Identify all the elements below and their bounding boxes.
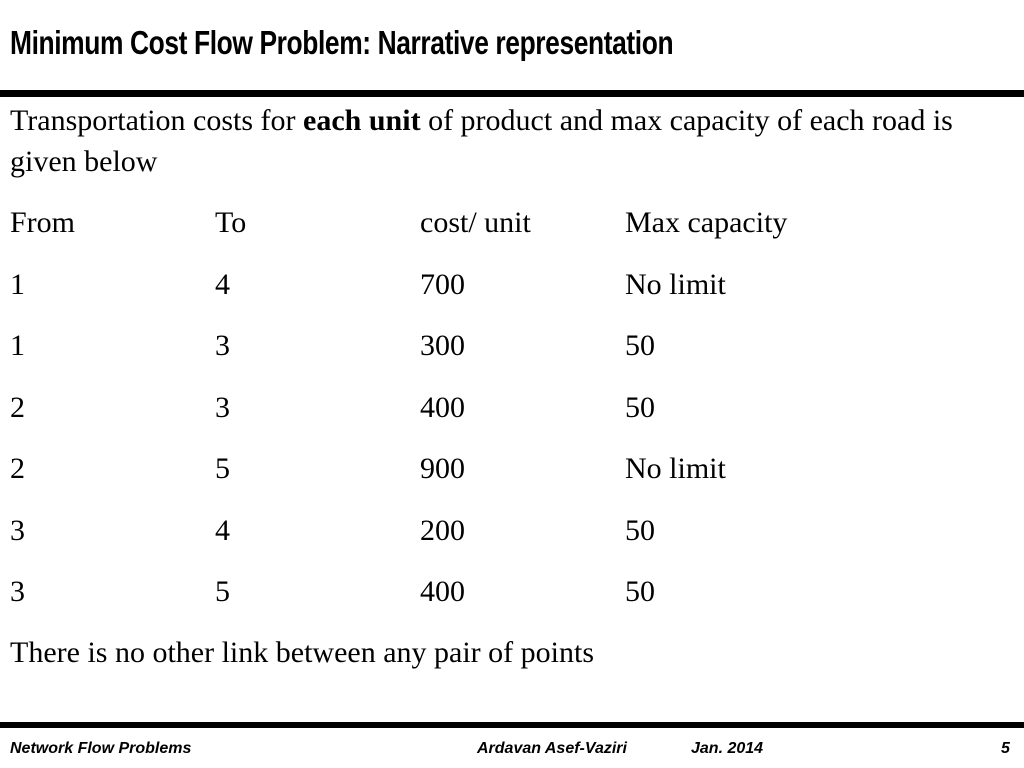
cell-cost: 900 <box>420 452 465 485</box>
cell-to: 4 <box>215 267 230 301</box>
footer-course-title: Network Flow Problems <box>10 740 192 757</box>
cell-from: 3 <box>10 575 25 608</box>
cell-capacity: No limit <box>625 452 726 485</box>
cell-from: 1 <box>10 267 25 301</box>
intro-text-end: of product and max capacity of each road is given below <box>10 104 953 178</box>
table-row <box>10 510 1010 551</box>
table-header-row <box>10 202 1010 243</box>
footer-divider <box>0 722 1024 728</box>
table-row <box>10 325 1010 366</box>
cell-cost: 400 <box>420 390 465 424</box>
table-row <box>10 571 1010 612</box>
header-from: From <box>10 206 76 239</box>
cell-capacity: No limit <box>625 267 726 301</box>
cell-capacity: 50 <box>625 329 655 362</box>
table-row <box>10 264 1010 305</box>
cell-to: 5 <box>215 575 230 608</box>
cell-to: 3 <box>215 329 230 362</box>
cell-from: 1 <box>10 329 25 362</box>
cell-cost: 700 <box>420 267 465 301</box>
cell-to: 3 <box>215 390 230 424</box>
cell-capacity: 50 <box>625 513 655 547</box>
closing-note: There is no other link between any pair of points <box>10 636 595 669</box>
header-cost-per-unit: cost/ unit <box>420 206 531 239</box>
slide-body <box>10 100 1010 673</box>
header-to: To <box>215 206 247 239</box>
slide-title: Minimum Cost Flow Problem: Narrative representation <box>10 24 674 61</box>
table-row <box>10 387 1010 428</box>
cell-capacity: 50 <box>625 390 655 424</box>
intro-text <box>10 100 1010 182</box>
cell-cost: 400 <box>420 575 465 608</box>
footer-date: Jan. 2014 <box>691 740 764 757</box>
footer-author: Ardavan Asef-Vaziri <box>477 740 627 757</box>
cost-capacity-table <box>10 202 1010 612</box>
cell-to: 4 <box>215 513 230 547</box>
cell-from: 3 <box>10 513 25 547</box>
page-number: 5 <box>1001 740 1010 757</box>
cell-to: 5 <box>215 452 230 485</box>
cell-capacity: 50 <box>625 575 655 608</box>
cell-cost: 300 <box>420 329 465 362</box>
intro-text-emphasis: each unit <box>303 104 421 137</box>
table-row <box>10 448 1010 489</box>
cell-cost: 200 <box>420 513 465 547</box>
header-max-capacity: Max capacity <box>625 206 788 239</box>
intro-text-start: Transportation costs for <box>10 104 304 137</box>
cell-from: 2 <box>10 452 25 485</box>
cell-from: 2 <box>10 390 25 424</box>
title-divider <box>0 90 1024 97</box>
